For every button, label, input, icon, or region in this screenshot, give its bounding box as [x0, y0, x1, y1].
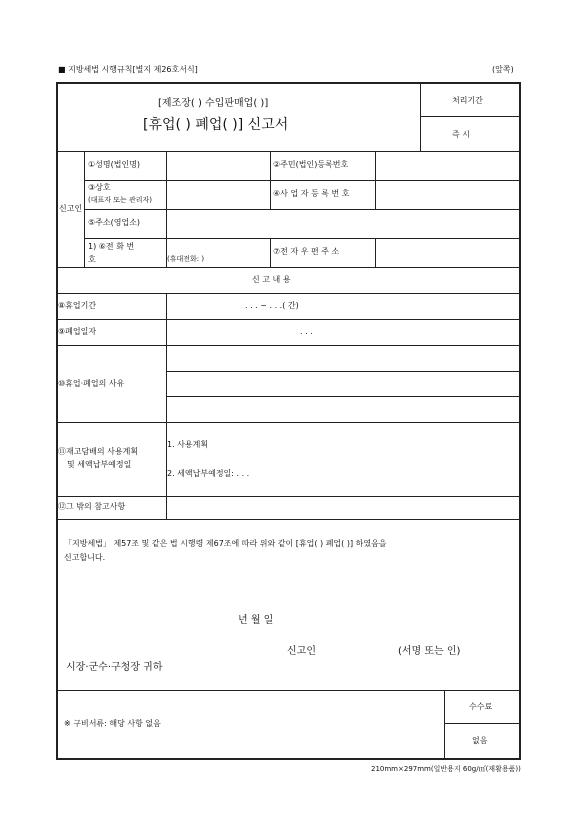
page-side-label: (앞쪽) [492, 65, 514, 74]
signer-label: 신고인 [287, 646, 316, 657]
col-rule [166, 151, 167, 267]
row-rule [57, 519, 520, 520]
col-rule [270, 151, 271, 209]
usage-plan-field[interactable]: 1. 사용계획 [167, 440, 209, 449]
content-label-divider [166, 293, 167, 519]
row-rule [84, 180, 520, 181]
mobile-phone-label: (휴대전화: ) [167, 255, 205, 263]
processing-divider [420, 116, 520, 117]
paper-spec: 210mm×297mm(일반용지 60g/㎡(재활용품)) [371, 765, 521, 773]
other-notes-field[interactable] [168, 498, 518, 518]
registration-number-label: ②주민(법인)등록번호 [273, 160, 349, 169]
shutdown-date-value[interactable]: . . . [300, 327, 313, 336]
applicant-section-label: 신고인 [59, 204, 83, 213]
required-documents-note: ※ 구비서류: 해당 사항 없음 [64, 719, 161, 728]
page-title: [휴업( ) 폐업( )] 신고서 [143, 117, 289, 133]
row-rule [57, 690, 520, 691]
row-rule [166, 371, 520, 372]
closure-period-label: ⑧휴업기간 [58, 301, 97, 310]
stock-plan-label: ⑪재고담배의 사용계획 [58, 447, 139, 456]
phone-field[interactable] [168, 240, 268, 266]
trade-name-field[interactable] [168, 182, 268, 208]
tax-payment-date-field[interactable]: 2. 세액납부예정일: . . . [167, 469, 250, 478]
row-rule [84, 238, 520, 239]
phone-label: 1) ⑥전 화 번 [88, 242, 135, 251]
reason-field-line3[interactable] [168, 398, 518, 420]
col-rule [444, 690, 445, 759]
applicant-top-rule [57, 151, 520, 152]
col-rule [375, 151, 376, 209]
title-line1: [제조장( ) 수입판매업( )] [158, 98, 269, 109]
processing-period-label: 처리기간 [452, 96, 483, 105]
email-label: ⑦전 자 우 편 주 소 [273, 247, 340, 256]
row-rule [57, 422, 520, 423]
shutdown-date-label: ⑨폐업일자 [58, 327, 97, 336]
stock-plan-label-2: 및 세액납부예정일 [67, 460, 132, 469]
content-section-header: 신 고 내 용 [252, 275, 291, 284]
address-label: ⑤주소(영업소) [88, 218, 141, 227]
other-notes-label: ⑫그 밖의 참고사항 [58, 502, 126, 511]
recipient: 시장·군수·구청장 귀하 [66, 662, 163, 673]
form-number: ■ 지방세법 시행규칙[별지 제26호서식] [58, 65, 198, 74]
signature-field[interactable]: (서명 또는 인) [398, 646, 461, 657]
name-field[interactable] [168, 153, 268, 179]
row-rule [444, 723, 520, 724]
processing-period-value: 즉 시 [452, 130, 470, 139]
business-number-label: ④사 업 자 등 록 번 호 [273, 189, 350, 198]
declaration-date[interactable]: 년 월 일 [238, 615, 274, 626]
phone-label-suffix: 호 [88, 255, 96, 264]
declaration-text-2: 신고합니다. [64, 553, 106, 562]
col-rule [375, 238, 376, 267]
name-field-label: ①성명(법인명) [88, 160, 141, 169]
declaration-text: 「지방세법」 제57조 및 같은 법 시행령 제67조에 따라 위와 같이 [휴업( ) 폐업( )] 하였음을 [64, 539, 387, 548]
row-rule [57, 319, 520, 320]
row-rule [57, 267, 520, 268]
row-rule [57, 496, 520, 497]
fee-label: 수수료 [469, 702, 493, 711]
trade-name-sublabel: (대표자 또는 관리자) [88, 196, 153, 204]
reason-field-line1[interactable] [168, 347, 518, 370]
row-rule [57, 345, 520, 346]
business-number-field[interactable] [378, 182, 518, 208]
title-divider [420, 83, 421, 151]
reason-field-line2[interactable] [168, 373, 518, 395]
col-rule [270, 238, 271, 267]
closure-period-value[interactable]: . . . ~ . . .( 간) [245, 301, 299, 310]
row-rule [57, 293, 520, 294]
fee-value: 없음 [472, 736, 488, 745]
registration-number-field[interactable] [378, 153, 518, 179]
trade-name-label: ③상호 [88, 183, 111, 192]
row-rule [84, 209, 520, 210]
reason-label: ⑩휴업·폐업의 사유 [58, 379, 125, 388]
address-field[interactable] [168, 211, 518, 237]
row-rule [166, 396, 520, 397]
email-field[interactable] [378, 240, 518, 266]
